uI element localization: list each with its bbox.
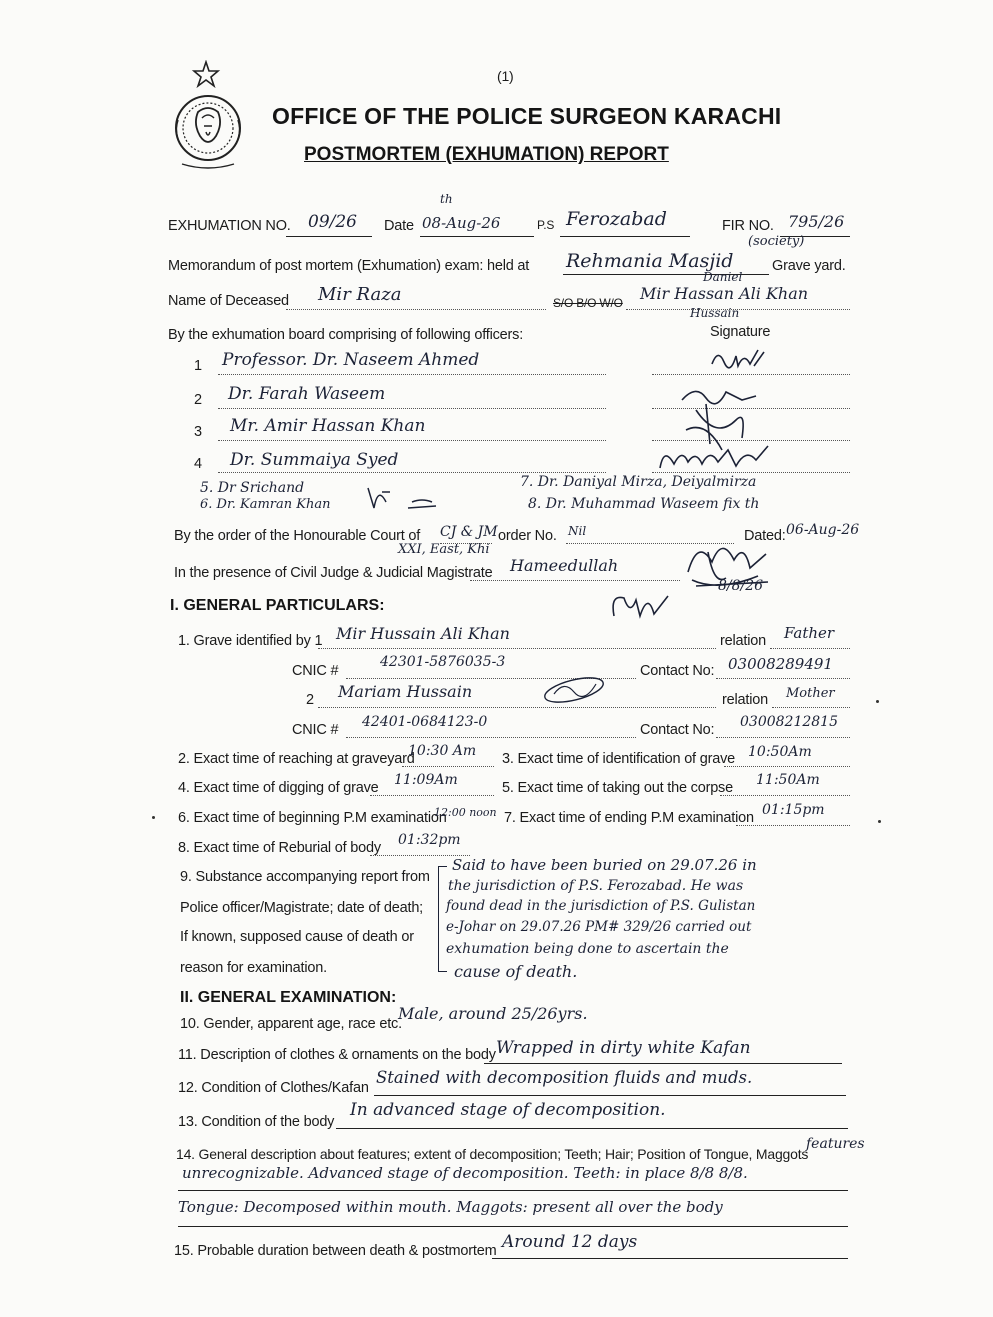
signature-1-scribble	[708, 346, 768, 372]
time-6-label: 6. Exact time of beginning P.M examination	[178, 810, 447, 826]
margin-mark	[152, 816, 155, 819]
identifier-2-relation: Mother	[786, 686, 835, 701]
ps-value: Ferozabad	[566, 208, 667, 230]
signature-6-scribble	[364, 482, 444, 514]
memo-value: Rehmania Masjid	[566, 250, 734, 272]
substance-label-line-3: If known, supposed cause of death or	[180, 929, 414, 945]
identifier-2-signature	[540, 674, 612, 706]
father-name-below: Hussain	[690, 306, 740, 320]
item-13-value: In advanced stage of decomposition.	[350, 1100, 666, 1120]
stamp-date: 8/8/26	[718, 578, 764, 594]
item-14-value-2: Tongue: Decomposed within mouth. Maggots: present all over the body	[178, 1198, 723, 1216]
officer-3-num: 3	[194, 424, 202, 440]
item-10-label: 10. Gender, apparent age, race etc.	[180, 1016, 402, 1032]
father-name-value: Mir Hassan Ali Khan	[640, 284, 809, 303]
office-title: OFFICE OF THE POLICE SURGEON KARACHI	[272, 103, 782, 129]
officer-6-name: 6. Dr. Kamran Khan	[200, 497, 331, 512]
presence-value: Hameedullah	[510, 556, 619, 575]
time-3-label: 3. Exact time of identification of grave	[502, 751, 735, 767]
exhumation-no-label: EXHUMATION NO.	[168, 218, 291, 234]
police-seal-logo	[168, 60, 248, 172]
general-particulars-heading: I. GENERAL PARTICULARS:	[170, 597, 385, 614]
court-value-line2: XXI, East, Khi	[398, 542, 490, 557]
identifier-2-cnic-label: CNIC #	[292, 722, 339, 738]
time-8-value: 01:32pm	[398, 832, 461, 848]
officer-3-name: Mr. Amir Hassan Khan	[230, 416, 426, 436]
substance-label-line-4: reason for examination.	[180, 960, 327, 976]
board-intro-label: By the exhumation board comprising of following officers:	[168, 327, 524, 343]
date-value: 08-Aug-26	[422, 214, 501, 232]
substance-label-line-2: Police officer/Magistrate; date of death;	[180, 900, 424, 916]
item-10-value: Male, around 25/26yrs.	[398, 1004, 588, 1023]
time-3-value: 10:50Am	[748, 744, 812, 760]
identifier-2-contact-label: Contact No:	[640, 722, 715, 738]
deceased-name-value: Mir Raza	[318, 284, 402, 305]
date-label: Date	[384, 218, 414, 234]
time-4-label: 4. Exact time of digging of grave	[178, 780, 379, 796]
officer-1-name: Professor. Dr. Naseem Ahmed	[222, 350, 480, 370]
witness-signature	[606, 586, 676, 626]
time-7-label: 7. Exact time of ending P.M examination	[504, 810, 754, 826]
identifier-2-cnic: 42401-0684123-0	[362, 714, 488, 730]
time-4-value: 11:09Am	[394, 772, 458, 788]
identifier-1-cnic: 42301-5876035-3	[380, 654, 506, 670]
substance-text-line-3: found dead in the jurisdiction of P.S. Gulistan	[446, 898, 756, 914]
margin-mark	[876, 700, 879, 703]
item-13-label: 13. Condition of the body	[178, 1114, 335, 1130]
officer-4-num: 4	[194, 456, 202, 472]
report-title: POSTMORTEM (EXHUMATION) REPORT	[304, 144, 669, 165]
time-2-value: 10:30 Am	[408, 743, 477, 759]
substance-text-line-2: the jurisdiction of P.S. Ferozabad. He was	[448, 878, 744, 894]
time-2-label: 2. Exact time of reaching at graveyard	[178, 751, 415, 767]
court-label: By the order of the Honourable Court of	[174, 528, 421, 544]
identifier-1-contact: 03008289491	[728, 655, 833, 673]
officer-5-name: 5. Dr Srichand	[200, 480, 305, 496]
item-11-label: 11. Description of clothes & ornaments on the body	[178, 1047, 496, 1063]
item-14-value-0: features	[806, 1136, 865, 1152]
grave-identified-label: 1. Grave identified by 1	[178, 633, 323, 649]
identifier-2-num: 2	[306, 692, 314, 708]
identifier-2-contact: 03008212815	[740, 714, 838, 730]
court-value: CJ & JM	[440, 524, 498, 540]
dated-value: 06-Aug-26	[786, 522, 860, 538]
fir-no-label: FIR NO.	[722, 218, 774, 234]
substance-text-line-4: e-Johar on 29.07.26 PM# 329/26 carried out	[446, 919, 752, 935]
item-12-label: 12. Condition of Clothes/Kafan	[178, 1080, 369, 1096]
memo-sup: (society)	[748, 234, 805, 249]
identifier-1-relation: Father	[784, 624, 835, 642]
officer-8-name: 8. Dr. Muhammad Waseem fix th	[528, 496, 760, 512]
presence-label: In the presence of Civil Judge & Judicial Magistrate	[174, 565, 493, 581]
so-label: S/O B/O W/O	[553, 296, 623, 310]
time-5-label: 5. Exact time of taking out the corpse	[502, 780, 733, 796]
officer-2-name: Dr. Farah Waseem	[228, 384, 386, 404]
dated-label: Dated:	[744, 528, 786, 544]
time-7-value: 01:15pm	[762, 802, 825, 818]
item-14-value-1: unrecognizable. Advanced stage of decomposition. Teeth: in place 8/8 8/8.	[182, 1164, 748, 1182]
father-name-above: Daniel	[703, 270, 743, 284]
margin-mark	[878, 820, 881, 823]
substance-text-line-6: cause of death.	[454, 962, 578, 981]
identifier-1-cnic-label: CNIC #	[292, 663, 339, 679]
identifier-1-name: Mir Hussain Ali Khan	[336, 624, 510, 643]
item-11-value: Wrapped in dirty white Kafan	[496, 1038, 751, 1058]
identifier-1-contact-label: Contact No:	[640, 663, 715, 679]
signature-label: Signature	[710, 324, 771, 340]
item-15-value: Around 12 days	[502, 1232, 638, 1252]
item-12-value: Stained with decomposition fluids and muds.	[376, 1068, 753, 1087]
identifier-2-name: Mariam Hussain	[338, 682, 473, 701]
order-no-value: Nil	[568, 524, 587, 538]
identifier-1-relation-label: relation	[720, 633, 766, 649]
exhumation-no-value: 09/26	[308, 212, 357, 232]
order-no-label: order No.	[498, 528, 557, 544]
date-sup: th	[440, 192, 453, 206]
officer-2-num: 2	[194, 392, 202, 408]
time-6-value: 12:00 noon	[434, 806, 497, 819]
grave-yard-label: Grave yard.	[772, 258, 846, 274]
fir-no-value: 795/26	[788, 212, 845, 231]
ps-label: P.S	[537, 218, 555, 232]
officer-7-name: 7. Dr. Daniyal Mirza, Deiyalmirza	[520, 474, 757, 490]
item-14-label: 14. General description about features; extent of decomposition; Teeth; Hair; Position of Tongue, Maggots	[176, 1146, 809, 1162]
item-15-label: 15. Probable duration between death & postmortem	[174, 1243, 497, 1259]
memo-label: Memorandum of post mortem (Exhumation) exam: held at	[168, 258, 530, 274]
identifier-2-relation-label: relation	[722, 692, 768, 708]
substance-text-line-1: Said to have been buried on 29.07.26 in	[452, 856, 757, 874]
substance-label-line-1: 9. Substance accompanying report from	[180, 869, 430, 885]
signature-4-scribble	[656, 440, 776, 476]
general-examination-heading: II. GENERAL EXAMINATION:	[180, 989, 397, 1006]
deceased-name-label: Name of Deceased	[168, 293, 289, 309]
page-number: (1)	[497, 68, 514, 84]
substance-text-line-5: exhumation being done to ascertain the	[446, 941, 729, 957]
time-8-label: 8. Exact time of Reburial of body	[178, 840, 381, 856]
time-5-value: 11:50Am	[756, 772, 820, 788]
officer-1-num: 1	[194, 358, 202, 374]
officer-4-name: Dr. Summaiya Syed	[230, 450, 399, 470]
